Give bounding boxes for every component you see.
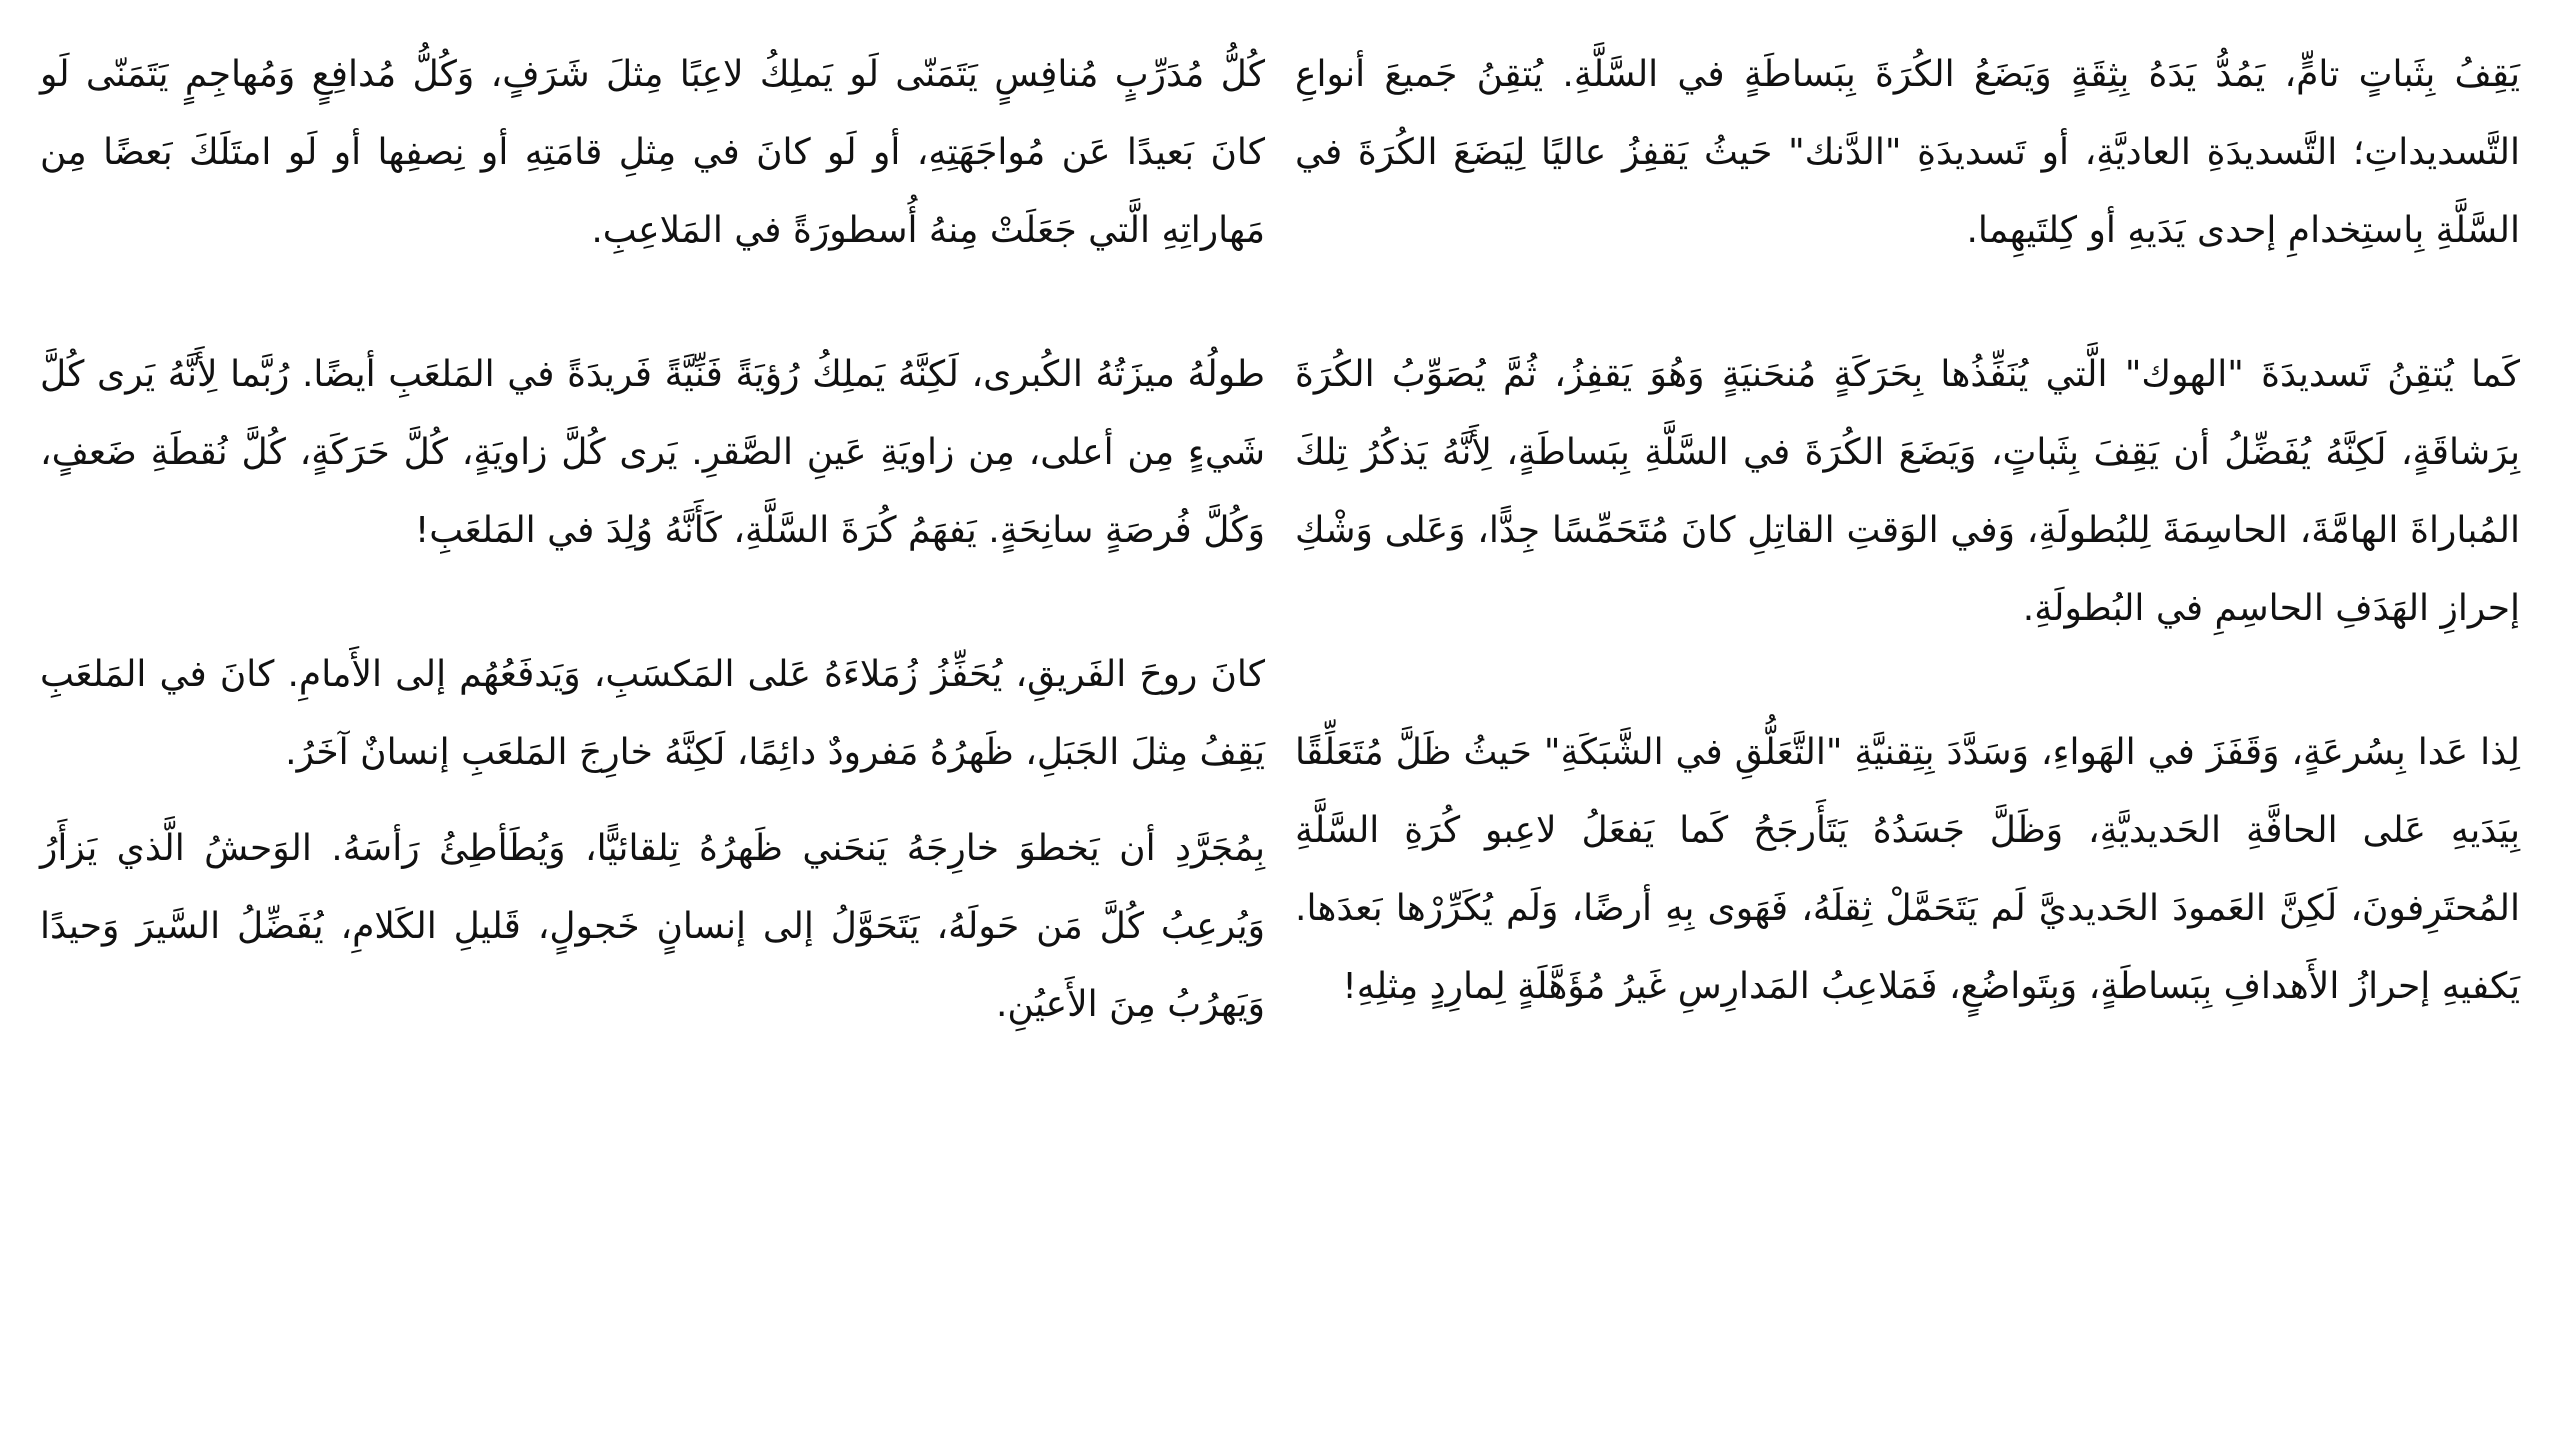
paragraph-coach-wishes: كُلُّ مُدَرِّبٍ مُنافِسٍ يَتَمَنّى لَو يَملِكُ لاعِبًا مِثلَ شَرَفٍ، وَكُلُّ مُدافِعٍ وَمُهاجِمٍ يَتَمَنّى لَو كانَ بَعيدًا عَن مُواجَهَتِهِ، أو لَو كانَ في مِثلِ قامَتِهِ أو نِصفِها أو لَو امتَلَكَ بَعضًا مِن مَهاراتِهِ الَّتي جَعَلَتْ مِنهُ أُسطورَةً في المَلاعِبِ. [40,54,1265,251]
right-column [1295,36,2520,1440]
left-column [40,36,1265,1440]
paragraph-hanging-rim: لِذا عَدا بِسُرعَةٍ، وَقَفَزَ في الهَواءِ، وَسَدَّدَ بِتِقنيَّةِ "التَّعَلُّقِ في الشَّبَكَةِ" حَيثُ ظَلَّ مُتَعَلِّقًا بِيَدَيهِ عَلى الحافَّةِ الحَديديَّةِ، وَظَلَّ جَسَدُهُ يَتَأَرجَحُ كَما يَفعَلُ لاعِبو كُرَةِ السَّلَّةِ المُحتَرِفونَ، لَكِنَّ العَمودَ الحَديديَّ لَم يَتَحَمَّلْ ثِقلَهُ، فَهَوى بِهِ أرضًا، وَلَم يُكَرِّرْها بَعدَها. يَكفيهِ إحرازُ الأَهدافِ بِبَساطَةٍ، وَبِتَواضُعٍ، فَمَلاعِبُ المَدارِسِ غَيرُ مُؤَهَّلَةٍ لِمارِدٍ مِثلِهِ! [1295,732,2520,1007]
paragraph-hook-shot: كَما يُتقِنُ تَسديدَةَ "الهوك" الَّتي يُنَفِّذُها بِحَرَكَةٍ مُنحَنيَةٍ وَهُوَ يَقفِزُ، ثُمَّ يُصَوِّبُ الكُرَةَ بِرَشاقَةٍ، لَكِنَّهُ يُفَضِّلُ أن يَقِفَ بِثَباتٍ، وَيَضَعَ الكُرَةَ في السَّلَّةِ بِبَساطَةٍ، لِأَنَّهُ يَذكُرُ تِلكَ المُباراةَ الهامَّةَ، الحاسِمَةَ لِلبُطولَةِ، وَفي الوَقتِ القاتِلِ كانَ مُتَحَمِّسًا جِدًّا، وَعَلى وَشْكِ إحرازِ الهَدَفِ الحاسِمِ في البُطولَةِ. [1295,354,2520,629]
paragraph-shy-off-court: بِمُجَرَّدِ أن يَخطوَ خارِجَهُ يَنحَني ظَهرُهُ تِلقائيًّا، وَيُطَأطِئُ رَأسَهُ. الوَحشُ الَّذي يَزأَرُ وَيُرعِبُ كُلَّ مَن حَولَهُ، يَتَحَوَّلُ إلى إنسانٍ خَجولٍ، قَليلِ الكَلامِ، يُفَضِّلُ السَّيرَ وَحيدًا وَيَهرُبُ مِنَ الأَعيُنِ. [40,828,1265,1025]
paragraph-height-vision: طولُهُ ميزَتُهُ الكُبرى، لَكِنَّهُ يَملِكُ رُؤيَةً فَنِّيَّةً فَريدَةً في المَلعَبِ أيضًا. رُبَّما لِأَنَّهُ يَرى كُلَّ شَيءٍ مِن أعلى، مِن زاويَةِ عَينِ الصَّقرِ. يَرى كُلَّ زاويَةٍ، كُلَّ حَرَكَةٍ، كُلَّ نُقطَةِ ضَعفٍ، وَكُلَّ فُرصَةٍ سانِحَةٍ. يَفهَمُ كُرَةَ السَّلَّةِ، كَأَنَّهُ وُلِدَ في المَلعَبِ! [40,354,1265,551]
paragraph-team-spirit: كانَ روحَ الفَريقِ، يُحَفِّزُ زُمَلاءَهُ عَلى المَكسَبِ، وَيَدفَعُهُم إلى الأَمامِ. كانَ في المَلعَبِ يَقِفُ مِثلَ الجَبَلِ، ظَهرُهُ مَفرودٌ دائِمًا، لَكِنَّهُ خارِجَ المَلعَبِ إنسانٌ آخَرُ. [40,654,1265,773]
paragraph-shooting-types: يَقِفُ بِثَباتٍ تامٍّ، يَمُدُّ يَدَهُ بِثِقَةٍ وَيَضَعُ الكُرَةَ بِبَساطَةٍ في السَّلَّةِ. يُتقِنُ جَميعَ أنواعِ التَّسديداتِ؛ التَّسديدَةِ العاديَّةِ، أو تَسديدَةِ "الدَّنك" حَيثُ يَقفِزُ عاليًا لِيَضَعَ الكُرَةَ في السَّلَّةِ بِاستِخدامِ إحدى يَدَيهِ أو كِلتَيهِما. [1295,54,2520,251]
